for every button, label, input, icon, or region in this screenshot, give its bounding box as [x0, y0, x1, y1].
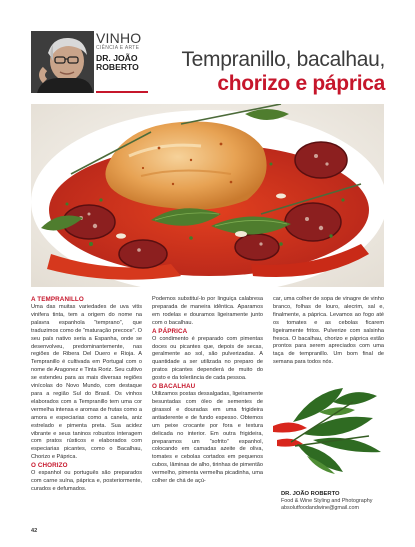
column-brand — [96, 31, 148, 72]
credit-name: DR. JOÃO ROBERTO — [281, 491, 340, 497]
section-title: VINHO — [96, 30, 142, 46]
brand-divider — [96, 91, 148, 93]
dish-photo — [31, 104, 384, 287]
paragraph-chorizo-cont: Podemos substituí-lo por linguiça calabresa preparada de maneira idêntica. Aparamos em rodelas e douramos ligeiramente junto com o bacalhau. — [152, 296, 263, 326]
author-portrait — [31, 31, 94, 93]
heading-paprica: A PÁPRICA — [152, 327, 188, 335]
page-number: 42 — [31, 528, 38, 534]
paragraph-bacalhau-cont: car, uma colher de sopa de vinagre de vinho branco, folhas de louro, alecrim, sal e, finalmente, a páprica. Levamos ao fogo até os tomates e as cebolas ficarem ligeiramente fritos. Pulverize com salsinha fresca. O bacalhau, chorizo e páprica estão prontos para serem apreciados com uma taça de tempranillo. Um bom final de semana para todos nós. — [273, 296, 384, 366]
text-column-1 — [31, 296, 142, 494]
author-name-line2: ROBERTO — [96, 62, 139, 72]
text-column-2 — [152, 296, 263, 486]
section-subtitle: CIÊNCIA E ARTE — [96, 45, 140, 51]
paragraph-paprica: O condimento é preparado com pimentas doces ou picantes que, depois de secas, geralmente ao sol, são pulverizadas. A quantidade a ser utilizada no preparo de pratos picantes dependerá de muito do gosto e da tolerância de cada pessoa. — [152, 335, 263, 382]
author-credit — [281, 491, 385, 511]
paragraph-chorizo: O espanhol ou português são preparados com carne suína, páprica e, posteriormente, curados e defumados. — [31, 470, 142, 492]
heading-bacalhau: O BACALHAU — [152, 383, 196, 391]
paragraph-tempranillo: Uma das muitas variedades de uva vitis vinifera tinta, tem a origem do nome na palavra espanhola “temprano”, que traduzimos como de “maturação precoce”. O seu país nativo seria a Espanha, onde se desenvolveu, predominantemente, nas regiões de Ribera Del Duero e Rioja. A Tempranillo é cultivada em Portugal com o nome de Aragonez e Tinta Roriz. Seu cultivo se estendeu para as mais diversas regiões vinícolas do Novo Mundo, com destaque para a região Sul do Brasil. Os vinhos elaborados com a Tempranillo tem uma cor vermelha intensa e aromas de frutas como a amora e especiarias como a canela, aniz estrelado e pimenta preta. Sua acidez vibrante e seus taninos robustos interagem com pratos rústicos e elaborados com especiarias picantes, como o Bacalhau, Chorizo e Páprica. — [31, 304, 142, 461]
article-title-line2: chorizo e páprica — [217, 72, 385, 95]
credit-role: Food & Wine Styling and Photography — [281, 498, 373, 504]
article-title-line1: Tempranillo, bacalhau, — [181, 48, 385, 71]
heading-chorizo: O CHORIZO — [31, 462, 68, 470]
heading-tempranillo: A TEMPRANILLO — [31, 296, 84, 303]
text-column-3 — [273, 296, 384, 367]
credit-email[interactable]: absolutfoodandwine@gmail.com — [281, 504, 359, 511]
author-name-line1: DR. JOÃO — [96, 53, 138, 63]
herbs-photo — [273, 382, 384, 502]
paragraph-bacalhau: Utilizamos postas dessalgadas, ligeiramente besuntadas com óleo de sementes de girassol e douradas em uma frigideira antiaderente e de fundo espesso. Obtemos um peixe crocante por fora e textura delicada no interior. Em outra frigideira, preparamos um “sofrito” espanhol, colocando em camadas azeite de oliva, tomates e cebolas cortados em pequenos cubos, lâminas de alho, tirinhas de pimentão vermelho, pimenta vermelha picadinha, uma colher de chá de açú- — [152, 391, 263, 485]
